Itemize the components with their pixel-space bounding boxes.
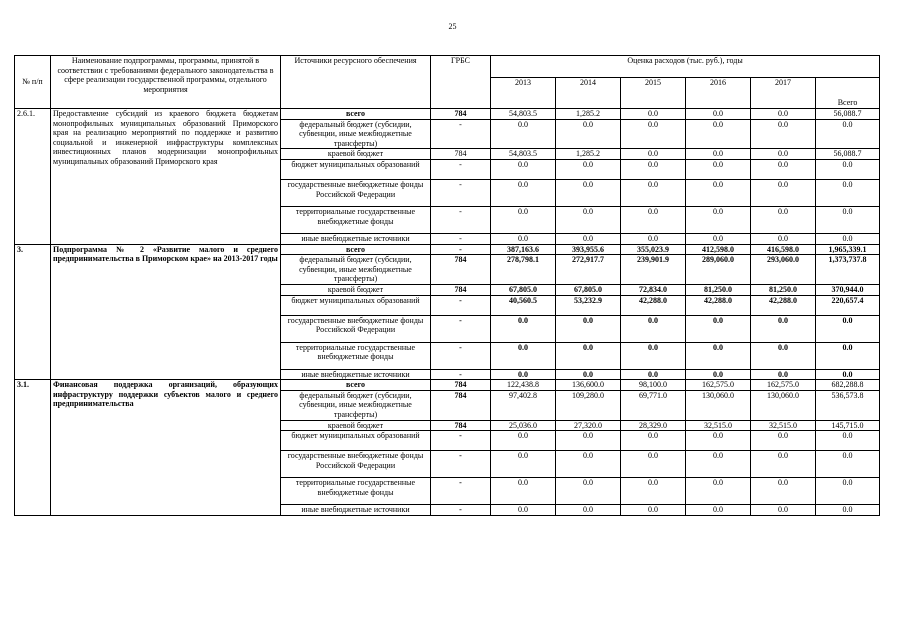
year-value: 0.0 [621, 369, 686, 380]
year-value: 0.0 [491, 478, 556, 505]
year-value: 0.0 [751, 342, 816, 369]
funding-source: краевой бюджет [281, 149, 431, 160]
year-value: 0.0 [556, 159, 621, 179]
year-value: 0.0 [491, 505, 556, 516]
total-value: 0.0 [816, 315, 880, 342]
year-value: 0.0 [686, 109, 751, 120]
year-value: 0.0 [751, 119, 816, 149]
funding-source: всего [281, 244, 431, 255]
year-value: 0.0 [686, 505, 751, 516]
header-year: 2015 [621, 78, 686, 109]
year-value: 81,250.0 [686, 284, 751, 295]
year-value: 0.0 [556, 233, 621, 244]
year-value: 289,060.0 [686, 255, 751, 285]
funding-source: государственные внебюджетные фонды Российской Федерации [281, 179, 431, 206]
year-value: 130,060.0 [686, 390, 751, 420]
year-value: 0.0 [621, 109, 686, 120]
header-year: 2017 [751, 78, 816, 109]
year-value: 67,805.0 [556, 284, 621, 295]
year-value: 0.0 [491, 119, 556, 149]
row-number: 3.1. [15, 380, 51, 516]
year-value: 32,515.0 [751, 420, 816, 431]
row-number: 3. [15, 244, 51, 380]
year-value: 0.0 [491, 159, 556, 179]
year-value: 0.0 [686, 451, 751, 478]
grbs-code: - [431, 179, 491, 206]
year-value: 42,288.0 [686, 295, 751, 315]
funding-source: иные внебюджетные источники [281, 505, 431, 516]
year-value: 28,329.0 [621, 420, 686, 431]
year-value: 32,515.0 [686, 420, 751, 431]
year-value: 0.0 [621, 451, 686, 478]
year-value: 412,598.0 [686, 244, 751, 255]
total-value: 0.0 [816, 505, 880, 516]
year-value: 416,598.0 [751, 244, 816, 255]
grbs-code: - [431, 451, 491, 478]
year-value: 1,285.2 [556, 109, 621, 120]
funding-source: иные внебюджетные источники [281, 233, 431, 244]
year-value: 0.0 [621, 179, 686, 206]
grbs-code: - [431, 159, 491, 179]
total-value: 0.0 [816, 342, 880, 369]
year-value: 109,280.0 [556, 390, 621, 420]
total-value: 220,657.4 [816, 295, 880, 315]
year-value: 0.0 [686, 478, 751, 505]
grbs-code: - [431, 315, 491, 342]
year-value: 239,901.9 [621, 255, 686, 285]
year-value: 0.0 [491, 431, 556, 451]
funding-source: всего [281, 380, 431, 391]
grbs-code: - [431, 206, 491, 233]
grbs-code: 784 [431, 380, 491, 391]
page-number: 25 [448, 22, 457, 31]
year-value: 1,285.2 [556, 149, 621, 160]
year-value: 0.0 [621, 149, 686, 160]
year-value: 136,600.0 [556, 380, 621, 391]
year-value: 130,060.0 [751, 390, 816, 420]
year-value: 0.0 [491, 233, 556, 244]
year-value: 0.0 [556, 451, 621, 478]
year-value: 0.0 [556, 431, 621, 451]
year-value: 42,288.0 [621, 295, 686, 315]
year-value: 54,803.5 [491, 109, 556, 120]
grbs-code: - [431, 431, 491, 451]
grbs-code: - [431, 369, 491, 380]
header-row [15, 56, 880, 78]
header-total: Всего [816, 78, 880, 109]
total-value: 1,373,737.8 [816, 255, 880, 285]
total-value: 1,965,339.1 [816, 244, 880, 255]
year-value: 0.0 [686, 159, 751, 179]
year-value: 0.0 [621, 233, 686, 244]
funding-source: иные внебюджетные источники [281, 369, 431, 380]
year-value: 0.0 [751, 159, 816, 179]
table-row [15, 380, 880, 391]
grbs-code: 784 [431, 420, 491, 431]
year-value: 67,805.0 [491, 284, 556, 295]
year-value: 0.0 [751, 451, 816, 478]
total-value: 370,944.0 [816, 284, 880, 295]
year-value: 0.0 [621, 159, 686, 179]
total-value: 0.0 [816, 233, 880, 244]
funding-source: федеральный бюджет (субсидии, субвенции, иные межбюджетные трансферты) [281, 390, 431, 420]
funding-source: краевой бюджет [281, 420, 431, 431]
total-value: 0.0 [816, 159, 880, 179]
header-year: 2013 [491, 78, 556, 109]
header-name: Наименование подпрограммы, программы, принятой в соответствии с требованиями федерального законодательства в сфере реализации государственной программы, отдельного мероприятия [51, 56, 281, 109]
grbs-code: 784 [431, 109, 491, 120]
year-value: 0.0 [556, 119, 621, 149]
total-value: 0.0 [816, 451, 880, 478]
header-year: 2016 [686, 78, 751, 109]
year-value: 42,288.0 [751, 295, 816, 315]
table-row [15, 244, 880, 255]
year-value: 0.0 [556, 206, 621, 233]
year-value: 54,803.5 [491, 149, 556, 160]
grbs-code: - [431, 342, 491, 369]
funding-source: федеральный бюджет (субсидии, субвенции, иные межбюджетные трансферты) [281, 119, 431, 149]
year-value: 0.0 [751, 109, 816, 120]
year-value: 0.0 [751, 179, 816, 206]
grbs-code: 784 [431, 390, 491, 420]
year-value: 0.0 [686, 149, 751, 160]
budget-table [14, 55, 880, 516]
funding-source: территориальные государственные внебюджетные фонды [281, 478, 431, 505]
program-name: Предоставление субсидий из краевого бюджета бюджетам монопрофильных муниципальных образований Приморского края на реализацию мероприятий по поддержке и развитию социальной и инженерной инфраструктуры комплексных инвестиционных планов модернизации монопрофильных муниципальных образований Приморского края [51, 109, 281, 245]
year-value: 0.0 [751, 315, 816, 342]
year-value: 393,955.6 [556, 244, 621, 255]
year-value: 0.0 [686, 315, 751, 342]
program-name: Финансовая поддержка организаций, образующих инфраструктуру поддержки субъектов малого и среднего предпринимательства [51, 380, 281, 516]
year-value: 0.0 [491, 342, 556, 369]
year-value: 72,834.0 [621, 284, 686, 295]
funding-source: государственные внебюджетные фонды Российской Федерации [281, 451, 431, 478]
year-value: 53,232.9 [556, 295, 621, 315]
table-body [15, 56, 880, 516]
year-value: 0.0 [621, 206, 686, 233]
grbs-code: - [431, 119, 491, 149]
year-value: 0.0 [686, 233, 751, 244]
year-value: 0.0 [491, 315, 556, 342]
year-value: 98,100.0 [621, 380, 686, 391]
year-value: 278,798.1 [491, 255, 556, 285]
year-value: 40,560.5 [491, 295, 556, 315]
year-value: 0.0 [686, 119, 751, 149]
grbs-code: - [431, 478, 491, 505]
total-value: 0.0 [816, 206, 880, 233]
table-row [15, 109, 880, 120]
year-value: 0.0 [621, 431, 686, 451]
year-value: 0.0 [751, 505, 816, 516]
year-value: 0.0 [686, 342, 751, 369]
total-value: 0.0 [816, 179, 880, 206]
year-value: 0.0 [686, 206, 751, 233]
funding-source: территориальные государственные внебюджетные фонды [281, 206, 431, 233]
grbs-code: 784 [431, 284, 491, 295]
year-value: 0.0 [621, 315, 686, 342]
total-value: 0.0 [816, 369, 880, 380]
total-value: 682,288.8 [816, 380, 880, 391]
year-value: 0.0 [621, 505, 686, 516]
year-value: 0.0 [621, 119, 686, 149]
header-year: 2014 [556, 78, 621, 109]
year-value: 0.0 [686, 431, 751, 451]
grbs-code: - [431, 233, 491, 244]
funding-source: бюджет муниципальных образований [281, 431, 431, 451]
grbs-code: - [431, 505, 491, 516]
year-value: 387,163.6 [491, 244, 556, 255]
grbs-code: 784 [431, 255, 491, 285]
year-value: 0.0 [751, 149, 816, 160]
year-value: 25,036.0 [491, 420, 556, 431]
grbs-code: 784 [431, 149, 491, 160]
funding-source: бюджет муниципальных образований [281, 295, 431, 315]
total-value: 0.0 [816, 431, 880, 451]
funding-source: краевой бюджет [281, 284, 431, 295]
total-value: 56,088.7 [816, 109, 880, 120]
year-value: 293,060.0 [751, 255, 816, 285]
year-value: 0.0 [686, 179, 751, 206]
funding-source: государственные внебюджетные фонды Российской Федерации [281, 315, 431, 342]
year-value: 122,438.8 [491, 380, 556, 391]
year-value: 97,402.8 [491, 390, 556, 420]
year-value: 0.0 [686, 369, 751, 380]
year-value: 0.0 [556, 342, 621, 369]
grbs-code: - [431, 244, 491, 255]
year-value: 0.0 [556, 179, 621, 206]
funding-source: территориальные государственные внебюджетные фонды [281, 342, 431, 369]
year-value: 69,771.0 [621, 390, 686, 420]
year-value: 0.0 [491, 206, 556, 233]
year-value: 0.0 [556, 315, 621, 342]
year-value: 27,320.0 [556, 420, 621, 431]
total-value: 145,715.0 [816, 420, 880, 431]
header-estimate: Оценка расходов (тыс. руб.), годы [491, 56, 880, 78]
grbs-code: - [431, 295, 491, 315]
total-value: 0.0 [816, 119, 880, 149]
year-value: 0.0 [751, 369, 816, 380]
funding-source: федеральный бюджет (субсидии, субвенции, иные межбюджетные трансферты) [281, 255, 431, 285]
year-value: 0.0 [556, 505, 621, 516]
year-value: 0.0 [491, 369, 556, 380]
year-value: 162,575.0 [751, 380, 816, 391]
header-num: № п/п [15, 56, 51, 109]
header-source: Источники ресурсного обеспечения [281, 56, 431, 109]
row-number: 2.6.1. [15, 109, 51, 245]
total-value: 0.0 [816, 478, 880, 505]
year-value: 355,023.9 [621, 244, 686, 255]
year-value: 0.0 [556, 369, 621, 380]
year-value: 0.0 [751, 206, 816, 233]
year-value: 0.0 [621, 342, 686, 369]
year-value: 0.0 [751, 431, 816, 451]
program-name: Подпрограмма № 2 «Развитие малого и среднего предпринимательства в Приморском крае» на 2013-2017 годы [51, 244, 281, 380]
year-value: 0.0 [751, 478, 816, 505]
funding-source: бюджет муниципальных образований [281, 159, 431, 179]
year-value: 0.0 [556, 478, 621, 505]
year-value: 272,917.7 [556, 255, 621, 285]
total-value: 56,088.7 [816, 149, 880, 160]
year-value: 0.0 [491, 179, 556, 206]
total-value: 536,573.8 [816, 390, 880, 420]
year-value: 81,250.0 [751, 284, 816, 295]
funding-source: всего [281, 109, 431, 120]
year-value: 0.0 [621, 478, 686, 505]
year-value: 0.0 [751, 233, 816, 244]
header-grbs: ГРБС [431, 56, 491, 109]
year-value: 162,575.0 [686, 380, 751, 391]
year-value: 0.0 [491, 451, 556, 478]
